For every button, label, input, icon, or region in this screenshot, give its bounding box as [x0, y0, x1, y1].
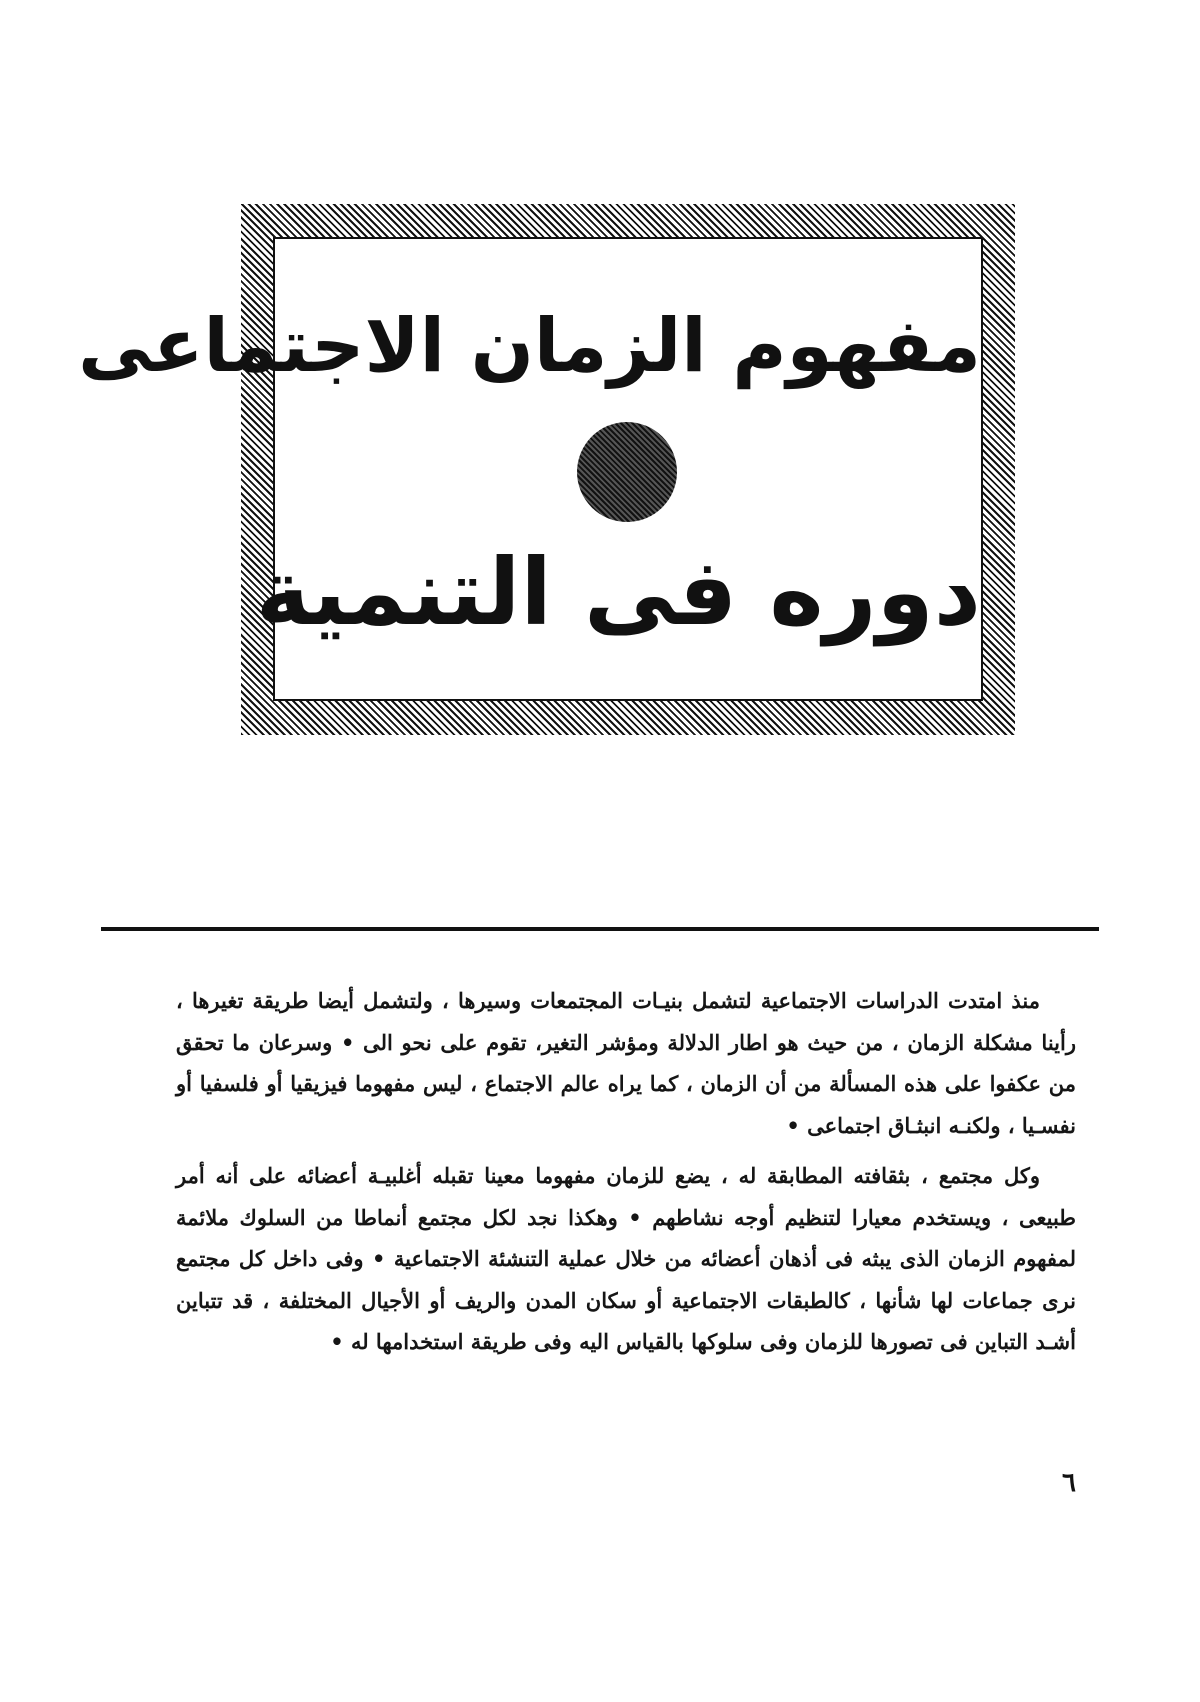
title-line-1: مفهوم الزمان الاجتماعى [78, 303, 981, 389]
body-text [176, 980, 1076, 1363]
ornament-dot [577, 422, 677, 522]
paragraph-1: منذ امتدت الدراسات الاجتماعية لتشمل بنيـات المجتمعات وسيرها ، ولتشمل أيضا طريقة تغيرها ، رأينا مشكلة الزمان ، من حيث هو اطار الدلالة ومؤشر التغير، تقوم على نحو الى • وسرعان ما تحقق من عكفوا على هذه المسألة من أن الزمان ، كما يراه عالم الاجتماع ، ليس مفهوما فيزيقيا أو فلسفيا أو نفسـيا ، ولكنـه انبثـاق اجتماعى • [176, 988, 1076, 1138]
horizontal-rule [101, 927, 1099, 931]
page-number: ٦ [1062, 1468, 1076, 1498]
paragraph-2: وكل مجتمع ، بثقافته المطابقة له ، يضع للزمان مفهوما معينا تقبله أغلبيـة أعضائه على أنه أمر طبيعى ، ويستخدم معيارا لتنظيم أوجه نشاطهم • وهكذا نجد لكل مجتمع أنماطا من السلوك ملائمة لمفهوم الزمان الذى يبثه فى أذهان أعضائه من خلال عملية التنشئة الاجتماعية • وفى داخل كل مجتمع نرى جماعات لها شأنها ، كالطبقات الاجتماعية أو سكان المدن والريف أو الأجيال المختلفة ، قد تتباين أشـد التباين فى تصورها للزمان وفى سلوكها بالقياس اليه وفى طريقة استخدامها له • [176, 1163, 1076, 1354]
title-line-2: دوره فى التنمية [255, 539, 981, 646]
title-panel [78, 237, 983, 701]
title-frame [78, 204, 1015, 735]
